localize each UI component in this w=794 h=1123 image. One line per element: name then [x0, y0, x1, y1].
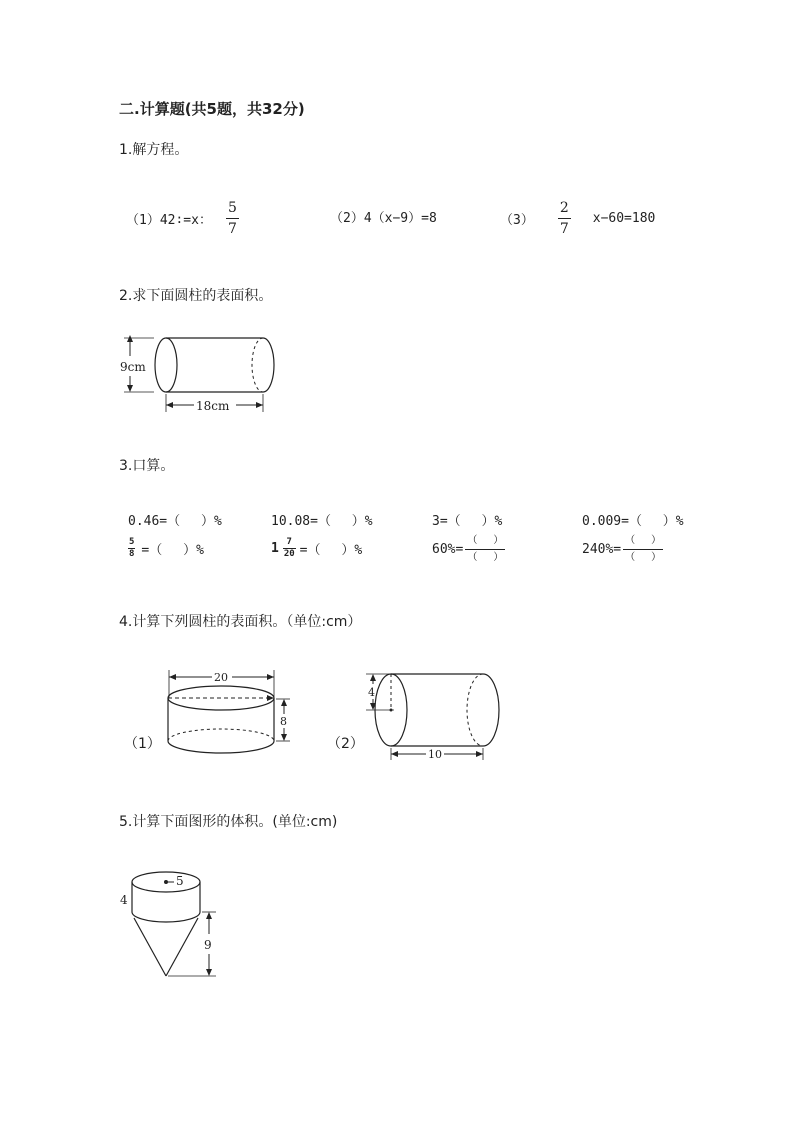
q3-item-8	[582, 536, 663, 563]
q1-part-3-prefix: （3）	[500, 213, 534, 228]
height-label: 9cm	[120, 360, 146, 374]
fraction-denominator: （ ）	[623, 549, 663, 563]
q3-item-6	[271, 538, 362, 559]
q3-item-4: 0.009=（ ）%	[582, 514, 684, 529]
height-label: 8	[280, 715, 287, 728]
q1-part-3	[500, 201, 655, 236]
q4-figure-1-label: （1）	[124, 736, 161, 752]
question-3-title: 3.口算。	[119, 458, 175, 474]
fraction-numerator: （ ）	[625, 535, 662, 546]
question-4-title: 4.计算下列圆柱的表面积。（单位:cm）	[119, 614, 362, 630]
q3-item-6-whole: 1	[271, 541, 279, 556]
q3-item-7-prefix: 60%=	[432, 542, 464, 557]
q3-item-3: 3=（ ）%	[432, 514, 503, 529]
q3-item-7-fraction	[465, 536, 505, 563]
q3-item-7	[432, 536, 505, 563]
q3-item-5-suffix: =（ ）%	[141, 543, 204, 558]
q1-part-1	[126, 201, 239, 236]
fraction-denominator: （ ）	[465, 549, 505, 563]
question-2-title: 2.求下面圆柱的表面积。	[119, 288, 273, 304]
question-1-title: 1.解方程。	[119, 142, 189, 158]
fraction-numerator: 7	[286, 537, 292, 547]
cylinder-figure-q4-2	[362, 668, 507, 768]
cone-height-label: 9	[204, 938, 212, 952]
length-label: 10	[428, 748, 442, 761]
diameter-label: 20	[214, 671, 228, 684]
section-title: 二.计算题(共5题，共32分)	[119, 100, 305, 118]
q3-item-2: 10.08=（ ）%	[271, 514, 373, 529]
fraction-numerator: 5	[227, 200, 237, 216]
q3-item-1: 0.46=（ ）%	[128, 514, 222, 529]
q4-figure-2-label: （2）	[327, 736, 364, 752]
q1-part-1-prefix: （1）42∶=x：	[126, 213, 212, 228]
radius-label: 5	[176, 874, 184, 888]
fraction-denominator: 7	[558, 218, 571, 236]
q3-item-5	[128, 538, 204, 559]
fraction-denominator: 8	[129, 549, 135, 559]
q3-item-5-fraction	[128, 538, 135, 559]
fraction-numerator: 5	[129, 537, 135, 547]
length-label: 18cm	[196, 399, 230, 413]
cylinder-figure-q2	[118, 330, 288, 420]
q1-part-1-fraction	[226, 201, 239, 236]
q1-part-3-suffix: x−60=180	[592, 211, 656, 226]
question-5-title: 5.计算下面图形的体积。(单位:cm)	[119, 814, 338, 830]
radius-label: 4	[368, 686, 375, 699]
composite-cylinder-cone-figure	[118, 860, 228, 985]
fraction-numerator: 2	[559, 200, 569, 216]
q3-item-6-fraction	[283, 538, 296, 559]
fraction-numerator: （ ）	[467, 535, 504, 546]
cylinder-figure-q4-1	[160, 662, 300, 762]
q1-part-2: （2）4（x−9）=8	[330, 211, 437, 226]
q3-item-8-fraction	[623, 536, 663, 563]
fraction-denominator: 7	[226, 218, 239, 236]
fraction-denominator: 20	[283, 549, 295, 559]
cylinder-height-label: 4	[120, 893, 128, 907]
q3-item-8-prefix: 240%=	[582, 542, 622, 557]
q3-item-6-suffix: =（ ）%	[299, 543, 363, 558]
q1-part-3-fraction	[558, 201, 571, 236]
